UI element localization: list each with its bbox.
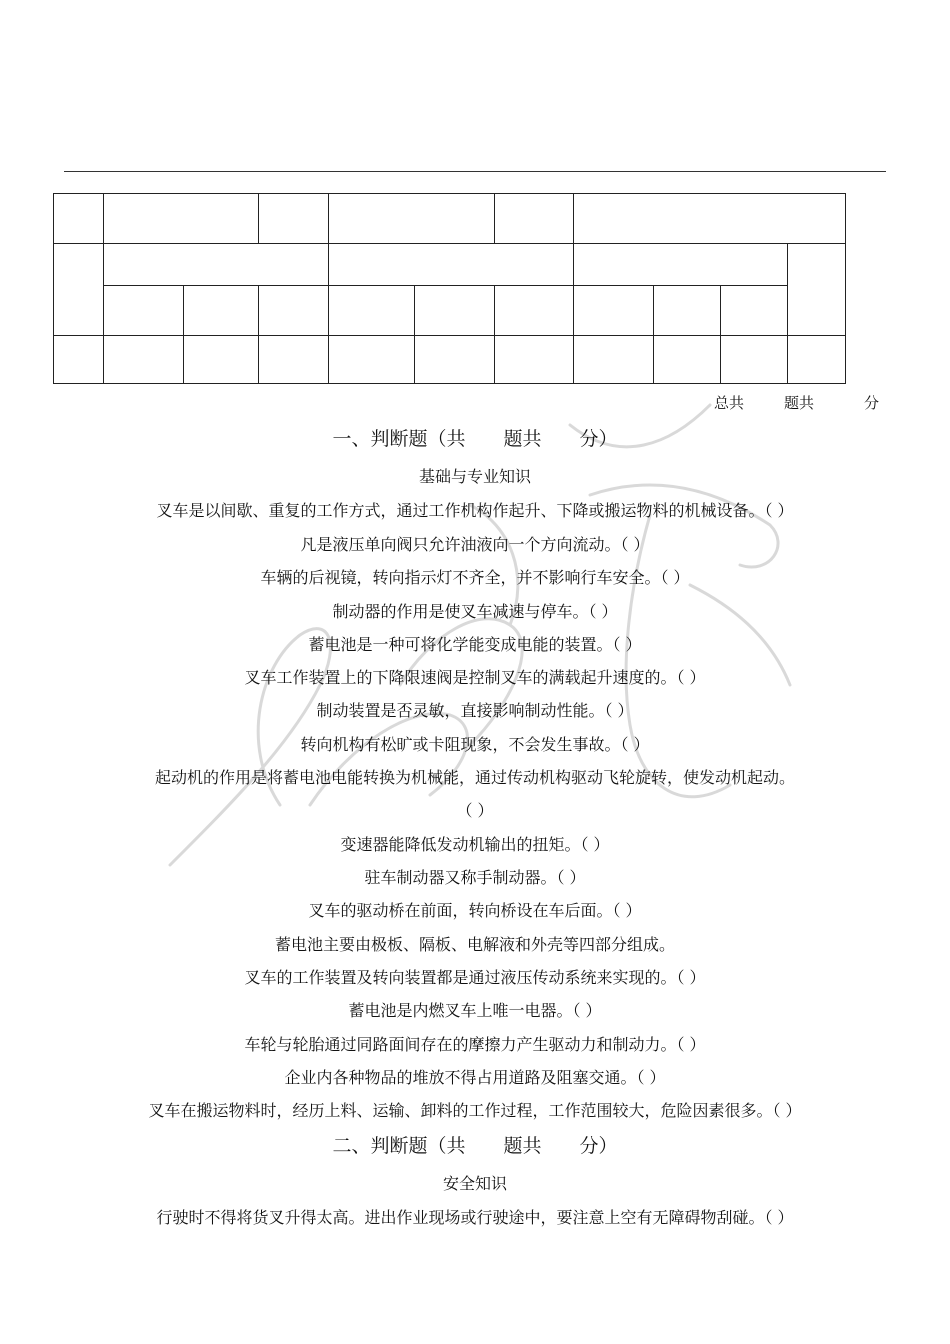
sub-header [184, 286, 259, 336]
question-item: 凡是液压单向阀只允许油液向一个方向流动。（ ） [300, 535, 650, 554]
document-title [60, 105, 890, 145]
score-cell[interactable] [574, 336, 654, 384]
total-label: 题共 [784, 394, 815, 412]
question-item: 车辆的后视镜，转向指示灯不齐全，并不影响行车安全。（ ） [260, 568, 690, 587]
question-item: 变速器能降低发动机输出的扭矩。（ ） [340, 835, 610, 854]
question-item: 叉车的驱动桥在前面，转向桥设在车后面。（ ） [308, 901, 642, 920]
total-label: 总共 [714, 394, 745, 412]
score-cell[interactable] [788, 336, 846, 384]
question-item: 企业内各种物品的堆放不得占用道路及阻塞交通。（ ） [284, 1068, 666, 1087]
question-item: 叉车在搬运物料时，经历上料、运输、卸料的工作过程，工作范围较大，危险因素很多。（ ） [148, 1101, 802, 1120]
label-cell [54, 336, 104, 384]
question-item: 转向机构有松旷或卡阻现象，不会发生事故。（ ） [300, 735, 650, 754]
total-label: 分 [864, 394, 880, 412]
score-cell[interactable] [329, 336, 415, 384]
label-cell [54, 244, 104, 336]
section-subheading: 基础与专业知识 [418, 467, 531, 486]
sub-header [654, 286, 721, 336]
sub-header [721, 286, 788, 336]
section-subheading: 安全知识 [442, 1174, 507, 1193]
label-cell [788, 244, 846, 336]
value-cell[interactable] [574, 194, 846, 244]
question-item: 叉车是以间歇、重复的工作方式，通过工作机构作起升、下降或搬运物料的机械设备。（ ） [156, 501, 794, 520]
info-table [53, 193, 846, 384]
sub-header [259, 286, 329, 336]
value-cell[interactable] [104, 194, 259, 244]
score-cell[interactable] [415, 336, 495, 384]
sub-header [495, 286, 574, 336]
question-item: 叉车工作装置上的下降限速阀是控制叉车的满载起升速度的。（ ） [244, 668, 706, 687]
question-item: 行驶时不得将货叉升得太高。进出作业现场或行驶途中，要注意上空有无障碍物刮碰。（ ） [156, 1208, 794, 1227]
score-cell[interactable] [721, 336, 788, 384]
question-item: 蓄电池是一种可将化学能变成电能的装置。（ ） [308, 635, 642, 654]
score-cell[interactable] [184, 336, 259, 384]
title-divider [64, 171, 886, 172]
section-heading: 一、判断题（共 题共 分） [332, 428, 618, 450]
sub-header [329, 286, 415, 336]
sub-header [574, 286, 654, 336]
group-header [574, 244, 788, 286]
question-item: 叉车的工作装置及转向装置都是通过液压传动系统来实现的。（ ） [244, 968, 706, 987]
sub-header [415, 286, 495, 336]
question-item: 制动装置是否灵敏，直接影响制动性能。（ ） [316, 701, 634, 720]
question-item: 制动器的作用是使叉车减速与停车。（ ） [332, 602, 618, 621]
label-cell [54, 194, 104, 244]
group-header [104, 244, 329, 286]
question-item: 蓄电池主要由极板、隔板、电解液和外壳等四部分组成。 [274, 935, 675, 954]
sub-header [104, 286, 184, 336]
question-item: 蓄电池是内燃叉车上唯一电器。（ ） [348, 1001, 602, 1020]
score-cell[interactable] [495, 336, 574, 384]
value-cell[interactable] [329, 194, 495, 244]
score-cell[interactable] [259, 336, 329, 384]
question-item: 车轮与轮胎通过同路面间存在的摩擦力产生驱动力和制动力。（ ） [244, 1035, 706, 1054]
question-item: 驻车制动器又称手制动器。（ ） [364, 868, 586, 887]
question-item-continued: （ ） [456, 801, 494, 820]
score-cell[interactable] [654, 336, 721, 384]
section-heading: 二、判断题（共 题共 分） [332, 1135, 618, 1157]
group-header [329, 244, 574, 286]
question-item: 起动机的作用是将蓄电池电能转换为机械能，通过传动机构驱动飞轮旋转，使发动机起动。 [154, 768, 795, 787]
label-cell [495, 194, 574, 244]
score-cell[interactable] [104, 336, 184, 384]
label-cell [259, 194, 329, 244]
